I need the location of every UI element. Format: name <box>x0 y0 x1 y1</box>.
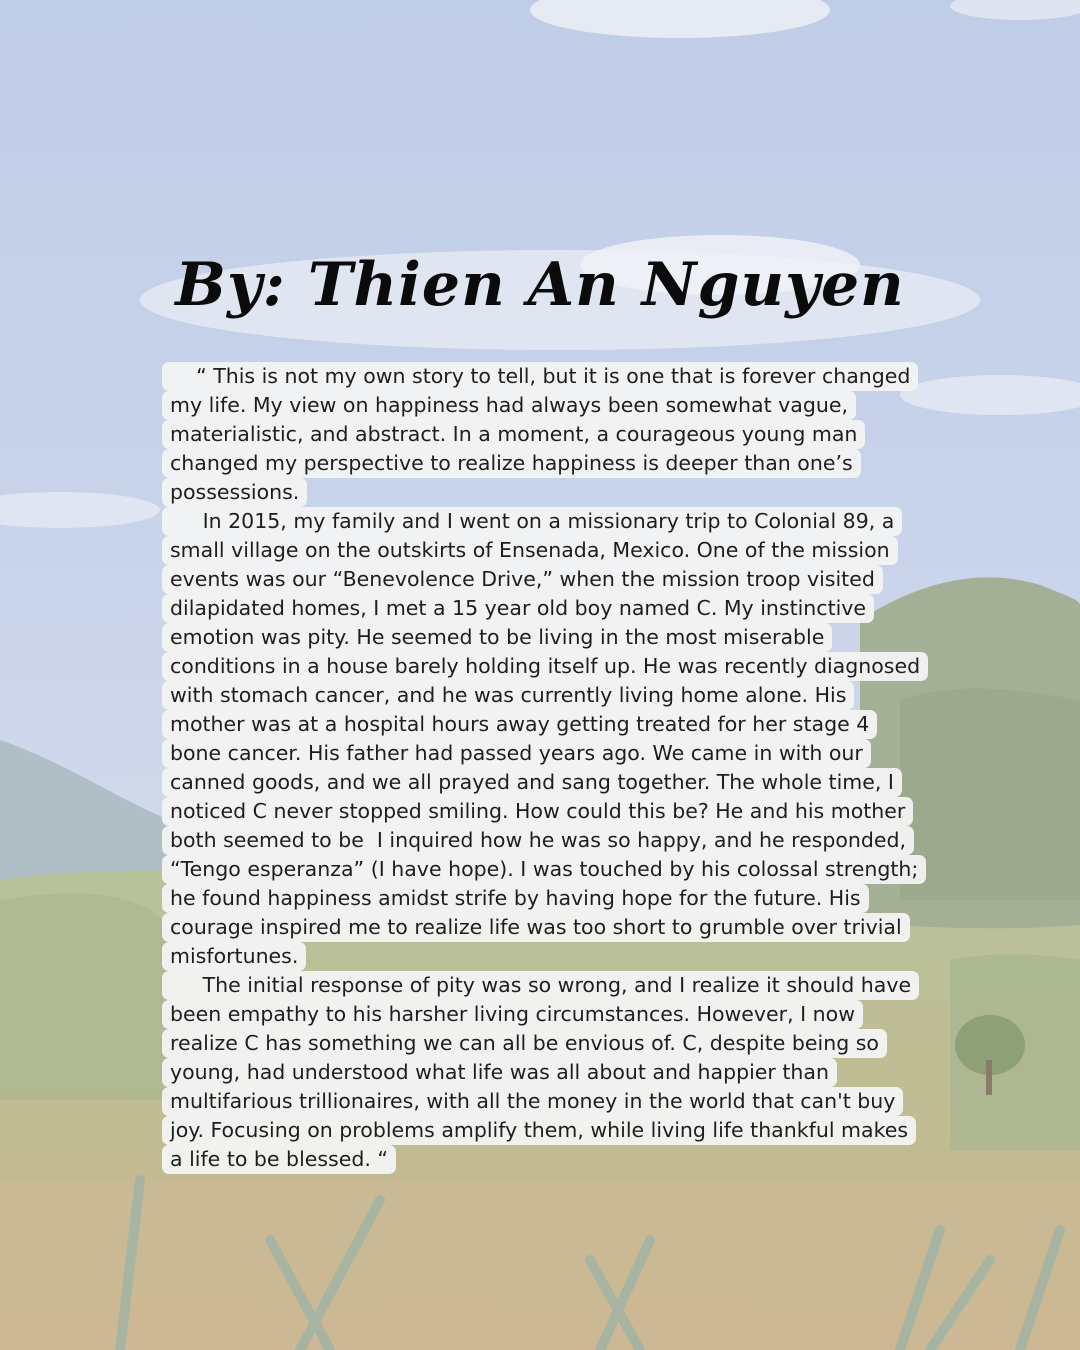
text-line: dilapidated homes, I met a 15 year old boy named C. My instinctive <box>162 594 874 623</box>
essay-body <box>162 362 952 1174</box>
text-line: changed my perspective to realize happiness is deeper than one’s <box>162 449 861 478</box>
text-line: emotion was pity. He seemed to be living in the most miserable <box>162 623 832 652</box>
text-line: In 2015, my family and I went on a missionary trip to Colonial 89, a <box>162 507 902 536</box>
text-line: joy. Focusing on problems amplify them, while living life thankful makes <box>162 1116 916 1145</box>
essay-paragraph-3 <box>162 971 952 1174</box>
text-line: “ This is not my own story to tell, but it is one that is forever changed <box>162 362 918 391</box>
text-line: with stomach cancer, and he was currently living home alone. His <box>162 681 854 710</box>
text-line: misfortunes. <box>162 942 306 971</box>
text-line: The initial response of pity was so wrong, and I realize it should have <box>162 971 919 1000</box>
text-line: materialistic, and abstract. In a moment, a courageous young man <box>162 420 865 449</box>
essay-paragraph-2 <box>162 507 952 971</box>
text-line: realize C has something we can all be envious of. C, despite being so <box>162 1029 887 1058</box>
text-line: bone cancer. His father had passed years ago. We came in with our <box>162 739 871 768</box>
text-line: multifarious trillionaires, with all the money in the world that can't buy <box>162 1087 903 1116</box>
text-line: canned goods, and we all prayed and sang together. The whole time, I <box>162 768 902 797</box>
text-line: a life to be blessed. “ <box>162 1145 396 1174</box>
text-line: “Tengo esperanza” (I have hope). I was touched by his colossal strength; <box>162 855 926 884</box>
text-line: possessions. <box>162 478 307 507</box>
author-byline: By: Thien An Nguyen <box>175 250 905 320</box>
text-line: mother was at a hospital hours away getting treated for her stage 4 <box>162 710 877 739</box>
text-line: my life. My view on happiness had always been somewhat vague, <box>162 391 856 420</box>
essay-paragraph-1 <box>162 362 952 507</box>
text-line: noticed C never stopped smiling. How could this be? He and his mother <box>162 797 913 826</box>
text-line: both seemed to be I inquired how he was so happy, and he responded, <box>162 826 914 855</box>
text-line: he found happiness amidst strife by having hope for the future. His <box>162 884 869 913</box>
text-line: courage inspired me to realize life was too short to grumble over trivial <box>162 913 910 942</box>
text-line: small village on the outskirts of Ensenada, Mexico. One of the mission <box>162 536 898 565</box>
text-line: been empathy to his harsher living circumstances. However, I now <box>162 1000 863 1029</box>
text-line: young, had understood what life was all about and happier than <box>162 1058 837 1087</box>
text-line: events was our “Benevolence Drive,” when the mission troop visited <box>162 565 883 594</box>
text-line: conditions in a house barely holding itself up. He was recently diagnosed <box>162 652 928 681</box>
